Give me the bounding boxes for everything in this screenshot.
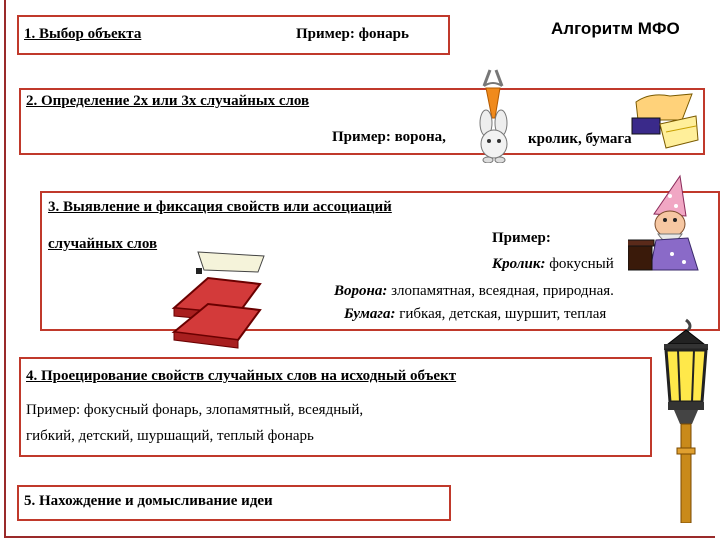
magician-icon bbox=[628, 174, 710, 274]
rabbit-value: фокусный bbox=[549, 256, 614, 272]
crow-value: злопамятная, всеядная, природная. bbox=[391, 283, 614, 299]
step3-paper-line bbox=[344, 306, 606, 323]
step5-label: 5. Нахождение и домысливание идеи bbox=[24, 493, 273, 509]
step3-example-head: Пример: bbox=[492, 230, 551, 246]
step2-example-b: кролик, бумага bbox=[528, 131, 632, 147]
step3-crow-line bbox=[334, 283, 614, 300]
step3-label-line2: случайных слов bbox=[48, 236, 158, 252]
step3-label-line1: 3. Выявление и фиксация свойств или ассоциаций bbox=[48, 199, 392, 215]
step4-example-line1: Пример: фокусный фонарь, злопамятный, всеядный, bbox=[26, 402, 364, 418]
paper-value: гибкая, детская, шуршит, теплая bbox=[399, 306, 607, 322]
step1-example: Пример: фонарь bbox=[296, 26, 409, 42]
rabbit-icon bbox=[468, 68, 518, 163]
lantern-icon bbox=[656, 318, 716, 523]
rabbit-key: Кролик: bbox=[492, 256, 546, 272]
paper-key: Бумага: bbox=[344, 306, 396, 322]
step4-example-line2: гибкий, детский, шуршащий, теплый фонарь bbox=[26, 428, 314, 444]
step1-label: 1. Выбор объекта bbox=[24, 26, 142, 42]
crow-key: Ворона: bbox=[334, 283, 388, 299]
step4-label: 4. Проецирование свойств случайных слов на исходный объект bbox=[26, 368, 457, 384]
page-title: Алгоритм МФО bbox=[551, 19, 680, 38]
step2-example-a: Пример: ворона, bbox=[332, 129, 446, 145]
step3-rabbit-line bbox=[492, 256, 614, 273]
paper-tray-icon bbox=[168, 250, 268, 355]
step2-label: 2. Определение 2х или 3х случайных слов bbox=[26, 93, 310, 109]
books-icon bbox=[630, 90, 700, 152]
